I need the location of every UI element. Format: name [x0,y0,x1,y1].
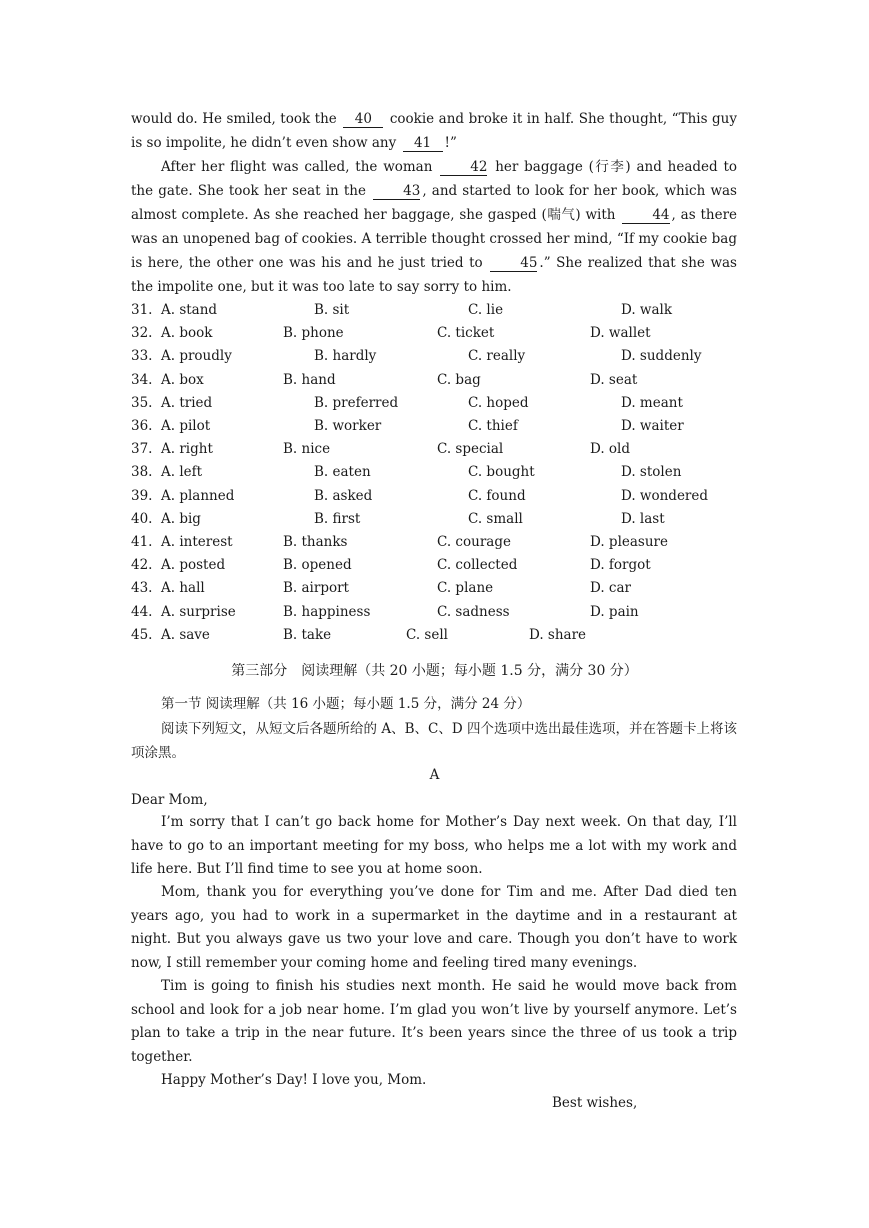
blank-42: 42 [440,159,487,176]
option-c: C. bag [437,371,481,388]
letter-paragraph-2: Mom, thank you for everything you’ve done for Tim and me. After Dad died ten years ago, you had to work in a supermarket in the daytime and in a restaurant at night. But you always gave us two your love and care. Though you don’t have to work now, I still remember your coming home and feeling tired many evenings. [131,884,737,971]
question-row [131,624,737,647]
option-a: A. posted [161,557,226,574]
question-row [131,531,737,554]
text-span: would do. He smiled, took the [131,111,337,127]
blank-45: 45 [490,255,537,272]
option-c: C. special [437,441,504,458]
option-c: C. sadness [437,603,510,620]
option-d: D. old [590,441,631,458]
text-span: , and started to look for her book, which was almost complete. As she reached her baggage, she gasped (喘气) with [131,183,737,223]
question-row [131,485,737,508]
question-number: 39. [131,487,153,504]
option-a: A. stand [161,302,218,318]
option-a: A. hall [161,580,205,597]
option-c: C. small [468,510,523,527]
letter-paragraph-4: Happy Mother’s Day! I love you, Mom. [161,1072,427,1088]
question-row [131,345,737,368]
question-row [131,299,737,322]
option-c: C. really [468,348,526,365]
passage-label: A [429,767,440,783]
option-c: C. plane [437,580,494,597]
option-a: A. left [161,464,203,481]
option-d: D. stolen [621,464,682,481]
question-number: 45. [131,626,153,643]
option-a: A. big [161,510,201,527]
option-b: B. sit [314,302,350,318]
option-b: B. thanks [283,534,348,550]
letter-paragraph-1: I’m sorry that I can’t go back home for Mother’s Day next week. On that day, I’ll have to go to an important meeting for my boss, who helps me a lot with my work and life here. But I’ll find time to see you at home soon. [131,814,737,877]
question-row [131,369,737,392]
option-c: C. hoped [468,394,529,411]
instructions: 阅读下列短文，从短文后各题所给的 A、B、C、D 四个选项中选出最佳选项，并在答题卡上将该项涂黑。 [131,721,737,761]
option-d: D. walk [621,302,673,318]
question-number: 44. [131,603,153,620]
question-number: 35. [131,394,153,411]
question-row [131,508,737,531]
question-number: 43. [131,580,153,597]
option-c: C. sell [406,626,448,643]
question-row [131,601,737,624]
option-d: D. meant [621,394,683,411]
option-c: C. thief [468,418,518,434]
text-span: cookie and broke it in half. She thought, “This guy is so impolite, he didn’t even show any [131,111,738,151]
part3-title: 第三部分 阅读理解（共 20 小题；每小题 1.5 分，满分 30 分） [231,663,638,679]
option-b: B. opened [283,557,352,574]
blank-41: 41 [403,135,443,152]
question-number: 31. [131,302,153,318]
question-row [131,415,737,438]
option-a: A. pilot [161,418,211,434]
option-d: D. share [529,626,587,643]
option-b: B. worker [314,418,382,434]
option-a: A. tried [161,394,213,411]
question-row [131,392,737,415]
option-b: B. first [314,510,361,527]
option-b: B. hardly [314,348,377,365]
question-number: 42. [131,557,153,574]
option-b: B. preferred [314,394,399,411]
option-d: D. suddenly [621,348,702,365]
option-d: D. pain [590,603,639,620]
blank-40: 40 [343,111,383,128]
question-number: 40. [131,510,153,527]
letter-closing: Best wishes, [552,1095,638,1111]
option-d: D. seat [590,371,638,388]
question-number: 36. [131,418,153,434]
option-d: D. last [621,510,665,527]
option-a: A. save [161,626,210,643]
question-number: 33. [131,348,153,365]
option-c: C. collected [437,557,518,574]
option-b: B. phone [283,325,344,342]
text-span: !” [444,135,457,151]
option-a: A. planned [161,487,235,504]
option-d: D. waiter [621,418,684,434]
question-row [131,461,737,484]
text-span: her baggage (行李) and headed to the gate. She took her seat in the [131,159,738,199]
option-a: A. surprise [161,603,236,620]
option-a: A. book [161,325,213,342]
question-row [131,322,737,345]
option-a: A. box [161,371,204,388]
option-c: C. found [468,487,526,504]
question-row [131,577,737,600]
question-number: 41. [131,534,153,550]
option-d: D. wondered [621,487,709,504]
option-d: D. car [590,580,631,597]
option-b: B. take [283,626,332,643]
section1-heading: 第一节 阅读理解（共 16 小题；每小题 1.5 分，满分 24 分） [161,696,531,712]
blank-44: 44 [622,207,669,224]
letter-greeting: Dear Mom, [131,792,208,808]
letter-paragraph-3: Tim is going to finish his studies next month. He said he would move back from school and look for a job near home. I’m glad you won’t live by yourself anymore. Let’s plan to take a trip in the near future. It’s been years since the three of us took a trip together. [131,978,737,1065]
option-c: C. lie [468,302,504,318]
option-d: D. forgot [590,557,651,574]
question-number: 38. [131,464,153,481]
option-b: B. nice [283,441,331,458]
option-d: D. wallet [590,325,651,342]
question-row [131,554,737,577]
option-c: C. bought [468,464,535,481]
text-span: .” She realized that she was the impolite one, but it was too late to say sorry to him. [131,255,737,295]
option-d: D. pleasure [590,534,668,550]
question-number: 34. [131,371,153,388]
option-a: A. interest [161,534,233,550]
option-a: A. right [161,441,213,458]
option-b: B. happiness [283,603,371,620]
text-span: , as there was an unopened bag of cookies. A terrible thought crossed her mind, “If my cookie bag is here, the other one was his and he just tried to [131,207,738,271]
question-row [131,438,737,461]
option-a: A. proudly [161,348,232,365]
question-number: 32. [131,325,153,342]
passage-paragraph-2 [131,155,737,299]
option-b: B. asked [314,487,373,504]
text-span: After her flight was called, the woman [161,159,433,175]
option-b: B. airport [283,580,349,597]
blank-43: 43 [373,183,420,200]
option-b: B. hand [283,371,336,388]
option-c: C. courage [437,534,511,550]
question-number: 37. [131,441,153,458]
option-b: B. eaten [314,464,371,481]
passage-paragraph-1 [131,107,737,155]
option-c: C. ticket [437,325,495,342]
